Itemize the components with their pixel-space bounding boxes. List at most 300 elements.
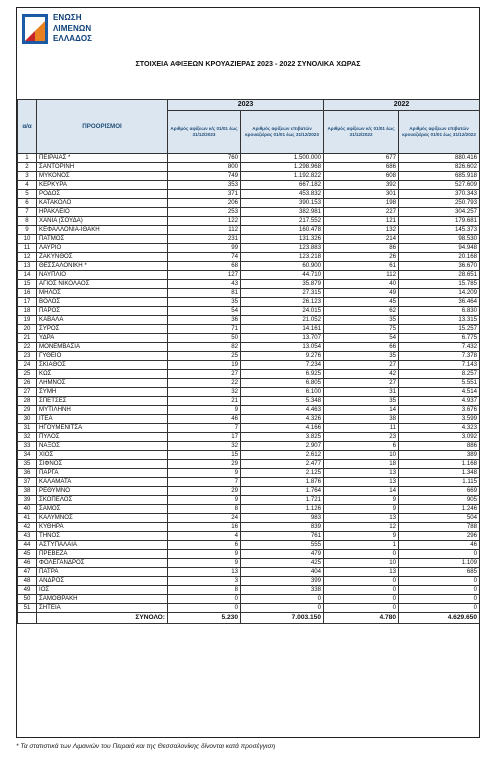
row-passengers-2023: 4.166 [241, 424, 324, 433]
row-passengers-2023: 5.348 [241, 397, 324, 406]
row-ship-arrivals-2022: 1 [324, 541, 399, 550]
row-ship-arrivals-2023: 71 [168, 325, 241, 334]
table-row [18, 478, 480, 487]
footnote: * Τα στατιστικά των Λιμανιών του Πειραιά και της Θεσσαλονίκης δίνονται κατά προσέγγιση [16, 743, 276, 750]
row-number: 49 [18, 586, 37, 595]
row-destination: ΠΡΕΒΕΖΑ [37, 550, 168, 559]
row-ship-arrivals-2023: 9 [168, 406, 241, 415]
table-row [18, 181, 480, 190]
table-row [18, 415, 480, 424]
row-destination: ΖΑΚΥΝΘΟΣ [37, 253, 168, 262]
row-number: 27 [18, 388, 37, 397]
row-passengers-2022: 0 [399, 550, 480, 559]
header-passengers-2022: Αριθμός αφίξεων επιβατών κρουαζιέρας 01/01 έως 31/12/2022 [399, 111, 480, 154]
row-passengers-2023: 123.218 [241, 253, 324, 262]
row-destination: ΑΣΤΥΠΑΛΑΙΑ [37, 541, 168, 550]
table-row [18, 334, 480, 343]
row-destination: ΓΥΘΕΙΟ [37, 352, 168, 361]
row-destination: ΣΚΙΑΘΟΣ [37, 361, 168, 370]
row-destination: ΡΟΔΟΣ [37, 190, 168, 199]
row-passengers-2023: 13.054 [241, 343, 324, 352]
header-ship-arrivals-2022: Αριθμός αφίξεων κ/ς 01/01 έως 31/12/2022 [324, 111, 399, 154]
row-number: 10 [18, 235, 37, 244]
report-frame [16, 7, 480, 738]
row-passengers-2023: 6.925 [241, 370, 324, 379]
table-row [18, 253, 480, 262]
page-title: ΣΤΟΙΧΕΙΑ ΑΦΙΞΕΩΝ ΚΡΟΥΑΖΙΕΡΑΣ 2023 - 2022 ΣΥΝΟΛΙΚΑ ΧΩΡΑΣ [135, 59, 361, 68]
row-number: 41 [18, 514, 37, 523]
row-passengers-2022: 20.168 [399, 253, 480, 262]
row-ship-arrivals-2022: 112 [324, 271, 399, 280]
row-passengers-2022: 296 [399, 532, 480, 541]
row-number: 42 [18, 523, 37, 532]
row-ship-arrivals-2022: 35 [324, 352, 399, 361]
row-ship-arrivals-2023: 29 [168, 487, 241, 496]
row-ship-arrivals-2022: 23 [324, 433, 399, 442]
logo-line-1: ΕΝΩΣΗ [53, 13, 82, 22]
table-row [18, 514, 480, 523]
row-passengers-2022: 1.109 [399, 559, 480, 568]
row-number: 1 [18, 154, 37, 163]
row-passengers-2023: 983 [241, 514, 324, 523]
row-passengers-2023: 453.832 [241, 190, 324, 199]
row-passengers-2023: 390.153 [241, 199, 324, 208]
row-passengers-2022: 504 [399, 514, 480, 523]
total-label: ΣΥΝΟΛΟ: [37, 613, 168, 624]
row-ship-arrivals-2022: 0 [324, 604, 399, 613]
row-passengers-2022: 669 [399, 487, 480, 496]
row-ship-arrivals-2023: 0 [168, 595, 241, 604]
row-passengers-2022: 826.602 [399, 163, 480, 172]
row-passengers-2023: 1.298.968 [241, 163, 324, 172]
row-destination: ΒΟΛΟΣ [37, 298, 168, 307]
row-ship-arrivals-2023: 99 [168, 244, 241, 253]
row-destination: ΣΚΟΠΕΛΟΣ [37, 496, 168, 505]
row-passengers-2022: 5.551 [399, 379, 480, 388]
row-passengers-2023: 217.552 [241, 217, 324, 226]
row-ship-arrivals-2023: 27 [168, 370, 241, 379]
row-destination: ΡΕΘΥΜΝΟ [37, 487, 168, 496]
logo-line-3: ΕΛΛΑΔΟΣ [53, 34, 93, 43]
row-ship-arrivals-2023: 32 [168, 388, 241, 397]
table-row [18, 361, 480, 370]
row-destination: ΣΙΦΝΟΣ [37, 460, 168, 469]
row-ship-arrivals-2022: 13 [324, 514, 399, 523]
row-ship-arrivals-2023: 13 [168, 568, 241, 577]
row-destination: ΜΥΤΙΛΗΝΗ [37, 406, 168, 415]
row-ship-arrivals-2022: 42 [324, 370, 399, 379]
row-passengers-2023: 425 [241, 559, 324, 568]
row-number: 15 [18, 280, 37, 289]
header-no: α/α [18, 100, 37, 154]
table-row [18, 325, 480, 334]
row-number: 36 [18, 469, 37, 478]
row-ship-arrivals-2022: 132 [324, 226, 399, 235]
table-row [18, 568, 480, 577]
table-row [18, 199, 480, 208]
row-ship-arrivals-2022: 14 [324, 406, 399, 415]
row-ship-arrivals-2022: 11 [324, 424, 399, 433]
table-row [18, 379, 480, 388]
row-ship-arrivals-2022: 86 [324, 244, 399, 253]
row-passengers-2022: 7.143 [399, 361, 480, 370]
row-passengers-2022: 6.775 [399, 334, 480, 343]
row-ship-arrivals-2023: 50 [168, 334, 241, 343]
row-number: 17 [18, 298, 37, 307]
logo-mark-icon [22, 14, 48, 44]
table-row [18, 523, 480, 532]
row-destination: ΜΗΛΟΣ [37, 289, 168, 298]
row-number: 33 [18, 442, 37, 451]
row-ship-arrivals-2023: 29 [168, 460, 241, 469]
row-destination: ΝΑΥΠΛΙΟ [37, 271, 168, 280]
row-number: 21 [18, 334, 37, 343]
row-ship-arrivals-2022: 9 [324, 496, 399, 505]
table-row [18, 172, 480, 181]
row-number: 48 [18, 577, 37, 586]
row-number: 39 [18, 496, 37, 505]
table-row [18, 370, 480, 379]
table-row [18, 532, 480, 541]
table-row [18, 595, 480, 604]
row-ship-arrivals-2022: 12 [324, 523, 399, 532]
total-ship-arrivals-2023: 5.230 [168, 613, 241, 624]
row-passengers-2023: 382.981 [241, 208, 324, 217]
row-ship-arrivals-2022: 27 [324, 361, 399, 370]
row-ship-arrivals-2023: 9 [168, 469, 241, 478]
row-destination: ΠΑΤΜΟΣ [37, 235, 168, 244]
logo [22, 12, 114, 48]
row-destination: ΚΕΡΚΥΡΑ [37, 181, 168, 190]
row-ship-arrivals-2022: 301 [324, 190, 399, 199]
row-ship-arrivals-2023: 19 [168, 361, 241, 370]
table-row [18, 217, 480, 226]
row-ship-arrivals-2022: 75 [324, 325, 399, 334]
row-passengers-2022: 4.514 [399, 388, 480, 397]
row-ship-arrivals-2022: 227 [324, 208, 399, 217]
row-ship-arrivals-2022: 14 [324, 487, 399, 496]
table-row [18, 604, 480, 613]
table-row [18, 577, 480, 586]
row-number: 7 [18, 208, 37, 217]
row-number: 38 [18, 487, 37, 496]
table-row [18, 433, 480, 442]
row-ship-arrivals-2022: 214 [324, 235, 399, 244]
row-ship-arrivals-2023: 32 [168, 442, 241, 451]
table-row [18, 496, 480, 505]
header-passengers-2023: Αριθμός αφίξεων επιβατών κρουαζιέρας 01/01 έως 31/12/2023 [241, 111, 324, 154]
row-destination: ΚΑΛΑΜΑΤΑ [37, 478, 168, 487]
row-passengers-2023: 1.721 [241, 496, 324, 505]
row-destination: ΠΑΡΓΑ [37, 469, 168, 478]
row-ship-arrivals-2023: 9 [168, 496, 241, 505]
table-row [18, 559, 480, 568]
row-number: 24 [18, 361, 37, 370]
row-passengers-2023: 338 [241, 586, 324, 595]
table-row [18, 505, 480, 514]
row-number: 29 [18, 406, 37, 415]
row-number: 28 [18, 397, 37, 406]
row-number: 2 [18, 163, 37, 172]
row-destination: ΙΤΕΑ [37, 415, 168, 424]
row-passengers-2023: 4.463 [241, 406, 324, 415]
row-ship-arrivals-2022: 9 [324, 532, 399, 541]
row-passengers-2022: 389 [399, 451, 480, 460]
table-row [18, 352, 480, 361]
row-passengers-2023: 839 [241, 523, 324, 532]
row-passengers-2022: 685 [399, 568, 480, 577]
row-destination: ΚΑΛΥΜΝΟΣ [37, 514, 168, 523]
logo-text [53, 13, 92, 45]
row-passengers-2023: 0 [241, 604, 324, 613]
row-number: 44 [18, 541, 37, 550]
table-row [18, 298, 480, 307]
table-body [18, 154, 480, 613]
row-passengers-2022: 179.681 [399, 217, 480, 226]
row-ship-arrivals-2022: 38 [324, 415, 399, 424]
row-passengers-2022: 880.416 [399, 154, 480, 163]
row-ship-arrivals-2023: 46 [168, 415, 241, 424]
total-row [18, 613, 480, 624]
row-ship-arrivals-2022: 13 [324, 469, 399, 478]
row-ship-arrivals-2023: 9 [168, 550, 241, 559]
row-number: 3 [18, 172, 37, 181]
row-passengers-2022: 3.092 [399, 433, 480, 442]
row-ship-arrivals-2023: 122 [168, 217, 241, 226]
header-ship-arrivals-2023: Αριθμός αφίξεων κ/ς 01/01 έως 31/12/2023 [168, 111, 241, 154]
row-passengers-2023: 2.125 [241, 469, 324, 478]
table-row [18, 262, 480, 271]
row-passengers-2022: 94.948 [399, 244, 480, 253]
row-ship-arrivals-2022: 0 [324, 577, 399, 586]
table-row [18, 451, 480, 460]
row-number: 16 [18, 289, 37, 298]
row-number: 45 [18, 550, 37, 559]
row-passengers-2022: 36.670 [399, 262, 480, 271]
table-row [18, 154, 480, 163]
row-ship-arrivals-2022: 392 [324, 181, 399, 190]
row-ship-arrivals-2023: 15 [168, 451, 241, 460]
row-ship-arrivals-2023: 7 [168, 424, 241, 433]
row-ship-arrivals-2022: 13 [324, 478, 399, 487]
row-ship-arrivals-2023: 0 [168, 604, 241, 613]
row-destination: ΛΗΜΝΟΣ [37, 379, 168, 388]
row-number: 14 [18, 271, 37, 280]
table-row [18, 235, 480, 244]
row-passengers-2023: 24.015 [241, 307, 324, 316]
row-ship-arrivals-2023: 16 [168, 523, 241, 532]
row-number: 34 [18, 451, 37, 460]
row-passengers-2022: 685.918 [399, 172, 480, 181]
row-number: 12 [18, 253, 37, 262]
row-ship-arrivals-2022: 198 [324, 199, 399, 208]
row-ship-arrivals-2023: 54 [168, 307, 241, 316]
row-passengers-2023: 761 [241, 532, 324, 541]
row-number: 25 [18, 370, 37, 379]
row-passengers-2022: 0 [399, 577, 480, 586]
row-passengers-2022: 788 [399, 523, 480, 532]
row-ship-arrivals-2023: 22 [168, 379, 241, 388]
table-row [18, 397, 480, 406]
row-number: 32 [18, 433, 37, 442]
header-destinations: ΠΡΟΟΡΙΣΜΟΙ [37, 100, 168, 154]
row-passengers-2023: 3.825 [241, 433, 324, 442]
row-passengers-2022: 14.209 [399, 289, 480, 298]
row-passengers-2023: 399 [241, 577, 324, 586]
row-destination: ΤΗΝΟΣ [37, 532, 168, 541]
row-passengers-2023: 13.707 [241, 334, 324, 343]
row-destination: ΚΕΦΑΛΛΟΝΙΑ-ΙΘΑΚΗ [37, 226, 168, 235]
row-ship-arrivals-2022: 18 [324, 460, 399, 469]
row-passengers-2022: 1.115 [399, 478, 480, 487]
total-ship-arrivals-2022: 4.780 [324, 613, 399, 624]
row-passengers-2022: 7.378 [399, 352, 480, 361]
row-destination: ΑΓΙΟΣ ΝΙΚΟΛΑΟΣ [37, 280, 168, 289]
row-number: 23 [18, 352, 37, 361]
table-row [18, 307, 480, 316]
row-passengers-2023: 27.315 [241, 289, 324, 298]
row-passengers-2022: 3.599 [399, 415, 480, 424]
row-destination: ΧΙΟΣ [37, 451, 168, 460]
row-passengers-2022: 0 [399, 586, 480, 595]
row-destination: ΠΕΙΡΑΙΑΣ * [37, 154, 168, 163]
row-ship-arrivals-2023: 7 [168, 478, 241, 487]
row-destination: ΣΥΜΗ [37, 388, 168, 397]
row-passengers-2023: 0 [241, 595, 324, 604]
table-row [18, 226, 480, 235]
row-destination: ΚΩΣ [37, 370, 168, 379]
row-destination: ΦΟΛΕΓΑΝΔΡΟΣ [37, 559, 168, 568]
row-ship-arrivals-2023: 35 [168, 298, 241, 307]
row-ship-arrivals-2023: 25 [168, 352, 241, 361]
row-passengers-2023: 160.478 [241, 226, 324, 235]
row-passengers-2022: 8.257 [399, 370, 480, 379]
row-ship-arrivals-2022: 9 [324, 505, 399, 514]
row-passengers-2023: 555 [241, 541, 324, 550]
table-row [18, 343, 480, 352]
row-ship-arrivals-2022: 27 [324, 379, 399, 388]
table-row [18, 163, 480, 172]
row-ship-arrivals-2022: 677 [324, 154, 399, 163]
row-ship-arrivals-2022: 0 [324, 550, 399, 559]
row-destination: ΜΟΝΕΜΒΑΣΙΑ [37, 343, 168, 352]
row-number: 40 [18, 505, 37, 514]
row-ship-arrivals-2023: 749 [168, 172, 241, 181]
row-ship-arrivals-2022: 121 [324, 217, 399, 226]
row-ship-arrivals-2022: 66 [324, 343, 399, 352]
row-number: 6 [18, 199, 37, 208]
row-passengers-2022: 145.373 [399, 226, 480, 235]
row-ship-arrivals-2023: 82 [168, 343, 241, 352]
row-ship-arrivals-2023: 127 [168, 271, 241, 280]
table-row [18, 316, 480, 325]
header-year-2023: 2023 [168, 100, 324, 111]
row-passengers-2022: 250.793 [399, 199, 480, 208]
row-passengers-2022: 304.257 [399, 208, 480, 217]
row-passengers-2022: 36.464 [399, 298, 480, 307]
row-passengers-2022: 886 [399, 442, 480, 451]
row-ship-arrivals-2023: 253 [168, 208, 241, 217]
row-passengers-2022: 4.937 [399, 397, 480, 406]
row-passengers-2023: 2.477 [241, 460, 324, 469]
row-ship-arrivals-2023: 21 [168, 397, 241, 406]
row-ship-arrivals-2023: 206 [168, 199, 241, 208]
row-ship-arrivals-2022: 62 [324, 307, 399, 316]
row-passengers-2022: 0 [399, 604, 480, 613]
row-passengers-2022: 0 [399, 595, 480, 604]
row-passengers-2022: 15.257 [399, 325, 480, 334]
row-ship-arrivals-2022: 0 [324, 586, 399, 595]
row-ship-arrivals-2022: 35 [324, 316, 399, 325]
row-number: 4 [18, 181, 37, 190]
row-number: 51 [18, 604, 37, 613]
row-number: 18 [18, 307, 37, 316]
row-destination: ΝΑΞΟΣ [37, 442, 168, 451]
row-passengers-2022: 370.343 [399, 190, 480, 199]
row-ship-arrivals-2022: 608 [324, 172, 399, 181]
row-ship-arrivals-2022: 26 [324, 253, 399, 262]
row-ship-arrivals-2023: 81 [168, 289, 241, 298]
row-number: 8 [18, 217, 37, 226]
row-passengers-2022: 527.609 [399, 181, 480, 190]
row-ship-arrivals-2023: 43 [168, 280, 241, 289]
table-row [18, 541, 480, 550]
row-passengers-2023: 4.326 [241, 415, 324, 424]
row-number: 47 [18, 568, 37, 577]
row-ship-arrivals-2022: 40 [324, 280, 399, 289]
row-destination: ΚΥΘΗΡΑ [37, 523, 168, 532]
row-passengers-2023: 667.182 [241, 181, 324, 190]
row-passengers-2022: 7.432 [399, 343, 480, 352]
row-passengers-2023: 1.192.822 [241, 172, 324, 181]
table-row [18, 460, 480, 469]
row-destination: ΣΗΤΕΙΑ [37, 604, 168, 613]
row-passengers-2022: 905 [399, 496, 480, 505]
row-ship-arrivals-2022: 31 [324, 388, 399, 397]
row-number: 43 [18, 532, 37, 541]
table-row [18, 280, 480, 289]
table-row [18, 550, 480, 559]
row-ship-arrivals-2023: 68 [168, 262, 241, 271]
row-destination: ΣΑΜΟΘΡΑΚΗ [37, 595, 168, 604]
row-ship-arrivals-2022: 13 [324, 568, 399, 577]
row-number: 13 [18, 262, 37, 271]
table-row [18, 586, 480, 595]
row-destination: ΣΥΡΟΣ [37, 325, 168, 334]
row-destination: ΚΑΒΑΛΑ [37, 316, 168, 325]
row-ship-arrivals-2023: 6 [168, 541, 241, 550]
row-ship-arrivals-2023: 353 [168, 181, 241, 190]
table-row [18, 406, 480, 415]
row-ship-arrivals-2023: 760 [168, 154, 241, 163]
row-passengers-2023: 123.883 [241, 244, 324, 253]
row-passengers-2022: 28.651 [399, 271, 480, 280]
row-passengers-2023: 1.500.000 [241, 154, 324, 163]
row-ship-arrivals-2023: 9 [168, 559, 241, 568]
table-row [18, 289, 480, 298]
row-ship-arrivals-2023: 36 [168, 316, 241, 325]
row-ship-arrivals-2022: 6 [324, 442, 399, 451]
row-destination: ΠΥΛΟΣ [37, 433, 168, 442]
row-ship-arrivals-2023: 74 [168, 253, 241, 262]
row-ship-arrivals-2022: 686 [324, 163, 399, 172]
row-destination: ΠΑΤΡΑ [37, 568, 168, 577]
table-row [18, 469, 480, 478]
row-destination: ΗΓΟΥΜΕΝΙΤΣΑ [37, 424, 168, 433]
row-ship-arrivals-2022: 10 [324, 451, 399, 460]
row-passengers-2023: 6.805 [241, 379, 324, 388]
row-destination: ΚΑΤΑΚΟΛΟ [37, 199, 168, 208]
